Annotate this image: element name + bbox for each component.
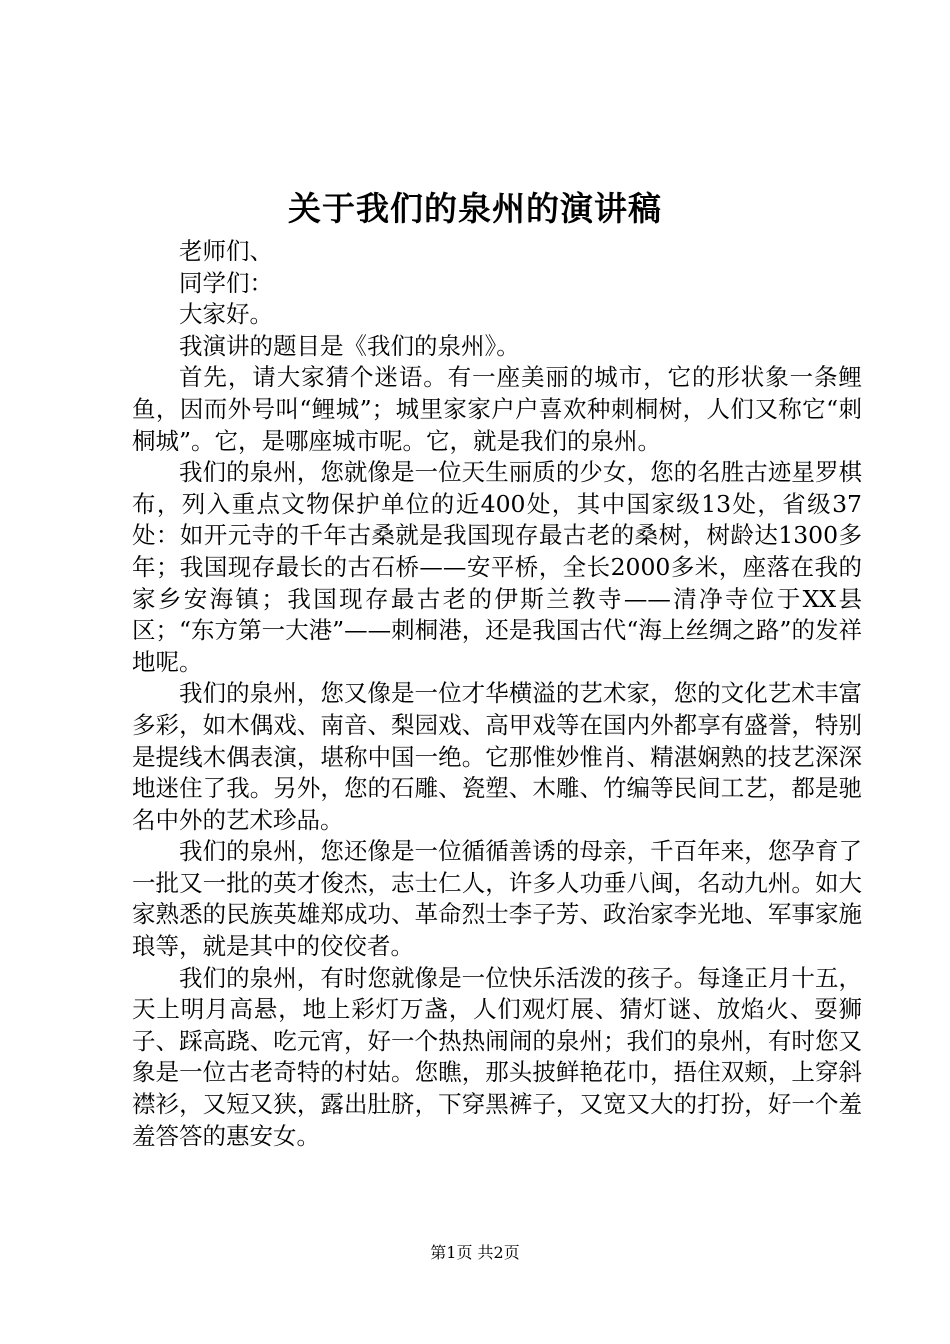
paragraph-festivals: 我们的泉州，有时您就像是一位快乐活泼的孩子。每逢正月十五，天上明月高悬，地上彩灯万盏，人们观灯展、猜灯谜、放焰火、耍狮子、踩高跷、吃元宵，好一个热热闹闹的泉州；我们的泉州，有时您又象是一位古老奇特的村姑。您瞧，那头披鲜艳花巾，捂住双颊，上穿斜襟衫，又短又狭，露出肚脐，下穿黑裤子，又宽又大的打扮，好一个羞羞答答的惠安女。 (132, 963, 862, 1150)
paragraph-topic: 我演讲的题目是《我们的泉州》。 (179, 331, 520, 360)
document-title: 关于我们的泉州的演讲稿 (288, 189, 662, 228)
paragraph-historic-sites: 我们的泉州，您就像是一位天生丽质的少女，您的名胜古迹星罗棋布，列入重点文物保护单位的近400处，其中国家级13处，省级37处：如开元寺的千年古桑就是我国现存最古老的桑树，树龄达1300多年；我国现存最长的古石桥——安平桥，全长2000多米，座落在我的家乡安海镇；我国现存最古老的伊斯兰教寺——清净寺位于XX县区；“东方第一大港”——刺桐港，还是我国古代“海上丝绸之路”的发祥地呢。 (132, 458, 862, 676)
paragraph-greeting-all: 大家好。 (179, 300, 273, 329)
page-footer: 第1页 共2页 (430, 1243, 520, 1262)
paragraph-greeting-students: 同学们： (179, 268, 273, 297)
paragraph-riddle: 首先，请大家猜个迷语。有一座美丽的城市，它的形状象一条鲤鱼，因而外号叫“鲤城”；城里家家户户喜欢种刺桐树，人们又称它“刺桐城”。它，是哪座城市呢。它，就是我们的泉州。 (132, 363, 862, 455)
document-body (132, 236, 862, 1152)
paragraph-talents: 我们的泉州，您还像是一位循循善诱的母亲，千百年来，您孕育了一批又一批的英才俊杰，志士仁人，许多人功垂八闽，名动九州。如大家熟悉的民族英雄郑成功、革命烈士李子芳、政治家李光地、军事家施琅等，就是其中的佼佼者。 (132, 837, 862, 961)
paragraph-greeting-teachers: 老师们、 (179, 237, 273, 265)
paragraph-arts: 我们的泉州，您又像是一位才华横溢的艺术家，您的文化艺术丰富多彩，如木偶戏、南音、梨园戏、高甲戏等在国内外都享有盛誉，特别是提线木偶表演，堪称中国一绝。它那惟妙惟肖、精湛娴熟的技艺深深地迷住了我。另外，您的石雕、瓷塑、木雕、竹编等民间工艺，都是驰名中外的艺术珍品。 (132, 679, 862, 834)
